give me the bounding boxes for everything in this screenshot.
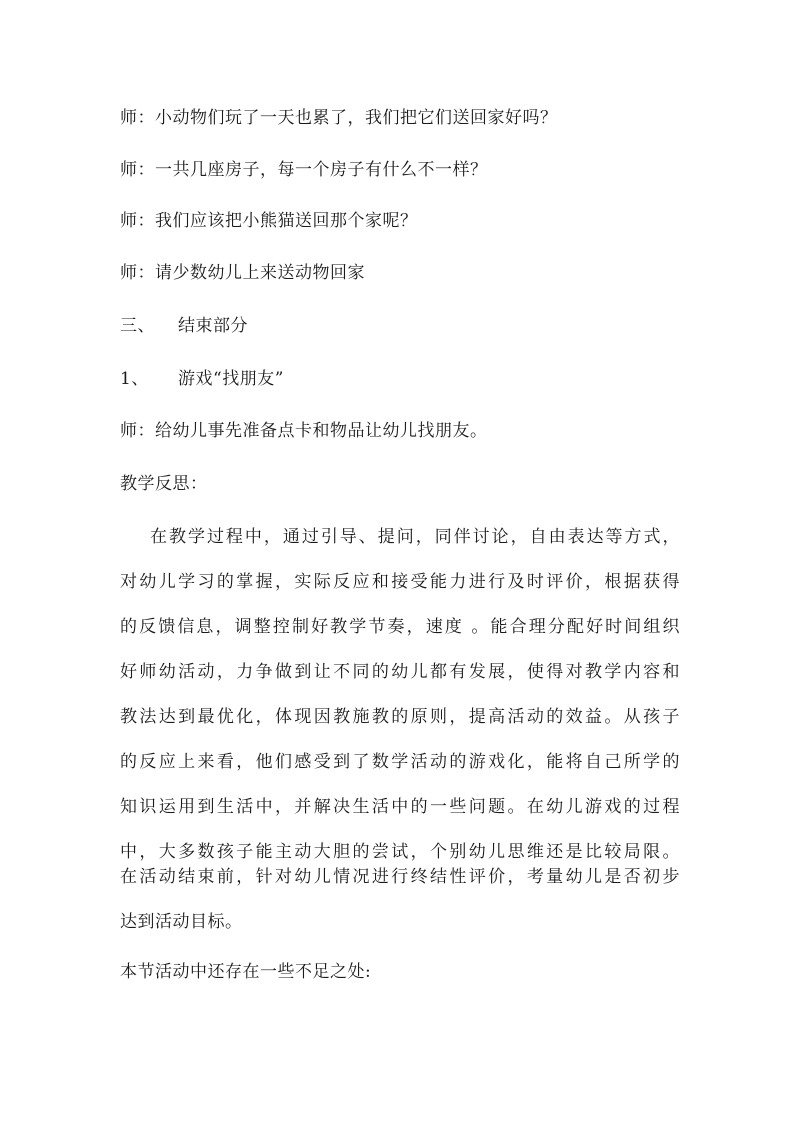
item-number: 1、: [120, 369, 149, 389]
section-title: 结束部分: [178, 316, 248, 336]
paragraph-line: 在教学过程中，通过引导、提问，同伴讨论，自由表达等方式，: [150, 527, 680, 547]
teacher-line-children-send: 师：请少数幼儿上来送动物回家: [120, 263, 365, 283]
teacher-line-houses: 师：一共几座房子，每一个房子有什么不一样？: [120, 160, 488, 180]
evaluation-paragraph: [120, 867, 680, 957]
paragraph-line: 中，大多数孩子能主动大胆的尝试，个别幼儿思维还是比较局限。: [120, 842, 680, 862]
paragraph-line: 在活动结束前，针对幼儿情况进行终结性评价，考量幼儿是否初步: [120, 867, 680, 887]
paragraph-line: 的反应上来看，他们感受到了数学活动的游戏化，能将自己所学的: [120, 752, 680, 772]
teacher-line-find-friends: 师：给幼儿事先准备点卡和物品让幼儿找朋友。: [120, 421, 488, 441]
section-heading-ending: [120, 316, 248, 336]
paragraph-line: 对幼儿学习的掌握，实际反应和接受能力进行及时评价，根据获得: [120, 572, 680, 592]
paragraph-line: 达到活动目标。: [120, 912, 243, 932]
section-number: 三、: [120, 316, 155, 336]
reflection-paragraph: [120, 527, 680, 887]
item-title: 游戏“找朋友”: [178, 369, 284, 389]
paragraph-line: 的反馈信息，调整控制好教学节奏，速度 。能合理分配好时间组织: [120, 617, 680, 637]
teacher-line-send-home: 师：小动物们玩了一天也累了，我们把它们送回家好吗？: [120, 108, 558, 128]
activity-item-1: [120, 369, 284, 389]
teacher-line-panda: 师：我们应该把小熊猫送回那个家呢？: [120, 211, 418, 231]
paragraph-line: 好师幼活动，力争做到让不同的幼儿都有发展，使得对教学内容和: [120, 662, 680, 682]
paragraph-line: 教法达到最优化，体现因教施教的原则，提高活动的效益。从孩子: [120, 707, 680, 727]
paragraph-line: 知识运用到生活中，并解决生活中的一些问题。在幼儿游戏的过程: [120, 797, 680, 817]
shortcomings-line: 本节活动中还存在一些不足之处:: [120, 962, 372, 982]
reflection-heading: 教学反思：: [120, 474, 208, 494]
